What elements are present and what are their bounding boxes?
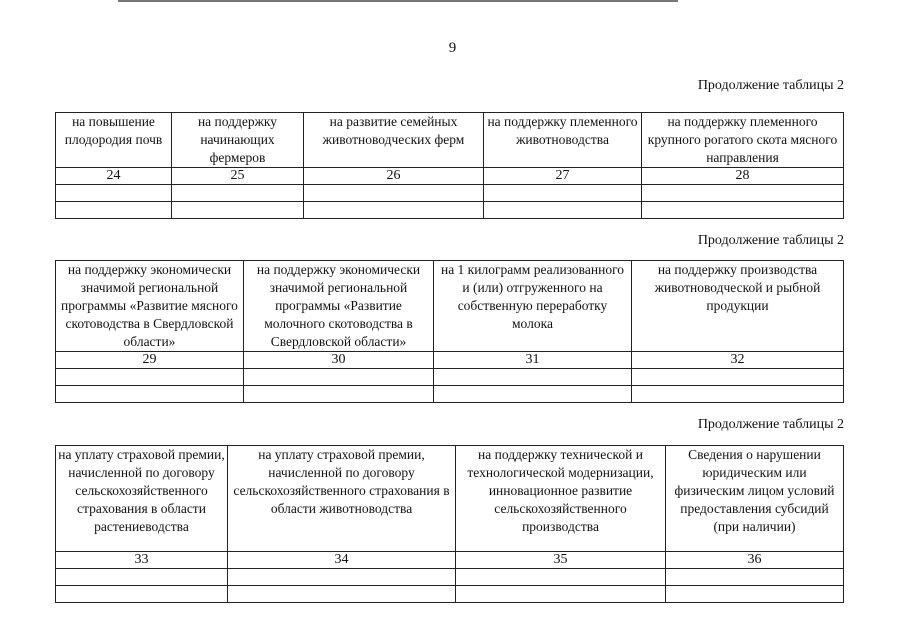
empty-row [56, 202, 844, 219]
empty-row [56, 569, 844, 586]
empty-cell [56, 369, 244, 386]
column-number: 33 [56, 552, 228, 569]
empty-cell [304, 185, 484, 202]
table-continuation-caption: Продолжение таблицы 2 [697, 233, 844, 248]
column-header: на поддержку начинающих фермеров [172, 113, 304, 168]
empty-row [56, 185, 844, 202]
empty-cell [632, 369, 844, 386]
column-header: на поддержку экономически значимой региональной программы «Развитие мясного скотоводства в Свердловской области» [56, 261, 244, 352]
empty-cell [228, 586, 456, 603]
column-header: Сведения о нарушении юридическим или физическим лицом условий предоставления субсидий (при наличии) [666, 446, 844, 552]
column-header: на поддержку технической и технологической модернизации, инновационное развитие сельскохозяйственного производства [456, 446, 666, 552]
column-number: 34 [228, 552, 456, 569]
column-header: на уплату страховой премии, начисленной по договору сельскохозяйственного страхования в области животноводства [228, 446, 456, 552]
empty-row [56, 586, 844, 603]
column-header: на уплату страховой премии, начисленной по договору сельскохозяйственного страхования в области растениеводства [56, 446, 228, 552]
column-header: на поддержку производства животноводческой и рыбной продукции [632, 261, 844, 352]
top-edge-rule [118, 0, 678, 2]
empty-cell [56, 202, 172, 219]
empty-cell [244, 369, 434, 386]
column-number: 28 [642, 168, 844, 185]
table-part-2 [55, 260, 844, 403]
page-number: 9 [448, 40, 457, 56]
empty-cell [642, 202, 844, 219]
column-number: 29 [56, 352, 244, 369]
empty-cell [484, 202, 642, 219]
empty-cell [434, 386, 632, 403]
column-number: 26 [304, 168, 484, 185]
empty-cell [456, 586, 666, 603]
column-number: 24 [56, 168, 172, 185]
empty-cell [244, 386, 434, 403]
empty-row [56, 386, 844, 403]
column-header: на повышение плодородия почв [56, 113, 172, 168]
empty-cell [632, 386, 844, 403]
column-number: 27 [484, 168, 642, 185]
table-part-1 [55, 112, 844, 219]
column-number: 31 [434, 352, 632, 369]
table-part-3 [55, 445, 844, 603]
empty-cell [172, 202, 304, 219]
empty-cell [456, 569, 666, 586]
empty-cell [666, 586, 844, 603]
empty-cell [228, 569, 456, 586]
empty-cell [56, 185, 172, 202]
column-number: 35 [456, 552, 666, 569]
empty-cell [172, 185, 304, 202]
empty-row [56, 369, 844, 386]
table-continuation-caption: Продолжение таблицы 2 [697, 417, 844, 432]
column-number: 32 [632, 352, 844, 369]
empty-cell [56, 386, 244, 403]
column-header: на 1 килограмм реализованного и (или) отгруженного на собственную переработку молока [434, 261, 632, 352]
empty-cell [304, 202, 484, 219]
column-number: 30 [244, 352, 434, 369]
column-header: на поддержку племенного крупного рогатого скота мясного направления [642, 113, 844, 168]
column-number: 25 [172, 168, 304, 185]
empty-cell [434, 369, 632, 386]
empty-cell [642, 185, 844, 202]
empty-cell [666, 569, 844, 586]
empty-cell [56, 586, 228, 603]
column-header: на развитие семейных животноводческих ферм [304, 113, 484, 168]
table-continuation-caption: Продолжение таблицы 2 [697, 78, 844, 93]
column-header: на поддержку экономически значимой региональной программы «Развитие молочного скотоводства в Свердловской области» [244, 261, 434, 352]
empty-cell [484, 185, 642, 202]
empty-cell [56, 569, 228, 586]
column-number: 36 [666, 552, 844, 569]
column-header: на поддержку племенного животноводства [484, 113, 642, 168]
